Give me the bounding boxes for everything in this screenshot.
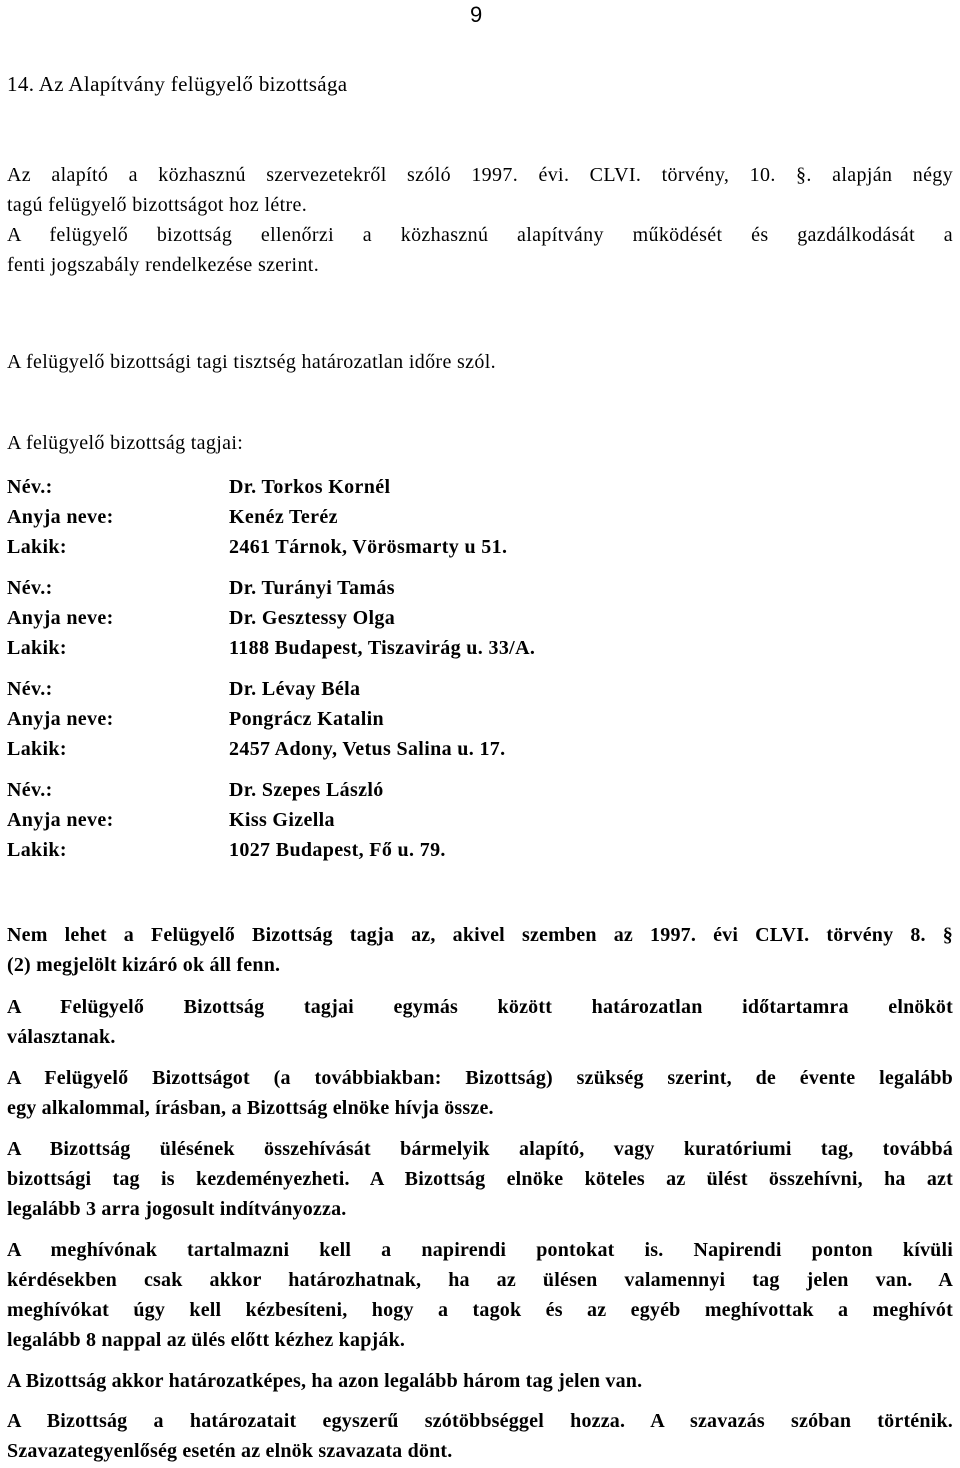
address-label: Lakik: [7,839,67,861]
intro-line: fenti jogszabály rendelkezése szerint. [7,254,320,276]
address-label: Lakik: [7,637,67,659]
mother-label: Anyja neve: [7,708,114,730]
rule-line: A Felügyelő Bizottság tagjai egymás között határozatlan időtartamra elnököt [7,996,953,1018]
rule-paragraph-exclusion [7,920,953,980]
member-address: 1188 Budapest, Tiszavirág u. 33/A. [229,637,536,659]
member-entry [7,775,707,865]
intro-line: tagú felügyelő bizottságot hoz létre. [7,194,308,216]
member-address: 1027 Budapest, Fő u. 79. [229,839,446,861]
rule-paragraph-convening [7,1063,953,1123]
mother-label: Anyja neve: [7,607,114,629]
member-name: Dr. Torkos Kornél [229,476,391,498]
member-name: Dr. Szepes László [229,779,384,801]
member-address: 2461 Tárnok, Vörösmarty u 51. [229,536,508,558]
intro-line: Az alapító a közhasznú szervezetekről szóló 1997. évi. CLVI. törvény, 10. §. alapján négy [7,164,953,186]
member-name: Dr. Lévay Béla [229,678,361,700]
name-label: Név.: [7,779,53,801]
address-label: Lakik: [7,738,67,760]
intro-paragraph [7,160,953,280]
page-number: 9 [470,2,483,27]
rule-line: A Bizottság akkor határozatképes, ha azon legalább három tag jelen van. [7,1370,643,1392]
rule-paragraph-initiation [7,1134,953,1224]
member-mother: Pongrácz Katalin [229,708,385,730]
member-name: Dr. Turányi Tamás [229,577,395,599]
rule-line: A Bizottság a határozatait egyszerű szótöbbséggel hozza. A szavazás szóban történik. [7,1410,953,1432]
member-entry [7,573,707,663]
member-entry [7,472,707,562]
rule-line: legalább 3 arra jogosult indítványozza. [7,1198,347,1220]
address-label: Lakik: [7,536,67,558]
member-entry [7,674,707,764]
name-label: Név.: [7,678,53,700]
rule-line: Szavazategyenlőség esetén az elnök szavazata dönt. [7,1440,453,1462]
name-label: Név.: [7,577,53,599]
rule-paragraph-invitation [7,1235,953,1355]
rule-line: A Bizottság ülésének összehívását bármelyik alapító, vagy kuratóriumi tag, továbbá [7,1138,953,1160]
member-mother: Kenéz Teréz [229,506,338,528]
member-mother: Dr. Gesztessy Olga [229,607,396,629]
intro-line: A felügyelő bizottság ellenőrzi a közhasznú alapítvány működését és gazdálkodását a [7,224,953,246]
rule-line: egy alkalommal, írásban, a Bizottság elnöke hívja össze. [7,1097,494,1119]
rule-line: választanak. [7,1026,116,1048]
rule-paragraph-quorum [7,1366,953,1396]
rule-line: Nem lehet a Felügyelő Bizottság tagja az, akivel szemben az 1997. évi CLVI. törvény 8. § [7,924,953,946]
mother-label: Anyja neve: [7,506,114,528]
members-title [7,428,953,458]
rule-paragraph-voting [7,1406,953,1466]
rule-line: (2) megjelölt kizáró ok áll fenn. [7,954,281,976]
members-list [7,472,707,876]
mother-label: Anyja neve: [7,809,114,831]
term-text: A felügyelő bizottsági tagi tisztség határozatlan időre szól. [7,351,496,373]
rule-line: legalább 8 nappal az ülés előtt kézhez kapják. [7,1329,406,1351]
name-label: Név.: [7,476,53,498]
rule-line: kérdésekben csak akkor határozhatnak, ha az ülésen valamennyi tag jelen van. A [7,1269,953,1291]
term-paragraph [7,347,953,377]
rule-paragraph-chair [7,992,953,1052]
section-heading: 14. Az Alapítvány felügyelő bizottsága [7,72,348,96]
member-address: 2457 Adony, Vetus Salina u. 17. [229,738,506,760]
rule-line: A Felügyelő Bizottságot (a továbbiakban: Bizottság) szükség szerint, de évente legalább [7,1067,953,1089]
members-title-text: A felügyelő bizottság tagjai: [7,432,244,454]
rule-line: bizottsági tag is kezdeményezheti. A Bizottság elnöke köteles az ülést összehívni, ha azt [7,1168,953,1190]
rule-line: meghívókat úgy kell kézbesíteni, hogy a tagok és az egyéb meghívottak a meghívót [7,1299,953,1321]
rule-line: A meghívónak tartalmazni kell a napirendi pontokat is. Napirendi ponton kívüli [7,1239,953,1261]
member-mother: Kiss Gizella [229,809,335,831]
